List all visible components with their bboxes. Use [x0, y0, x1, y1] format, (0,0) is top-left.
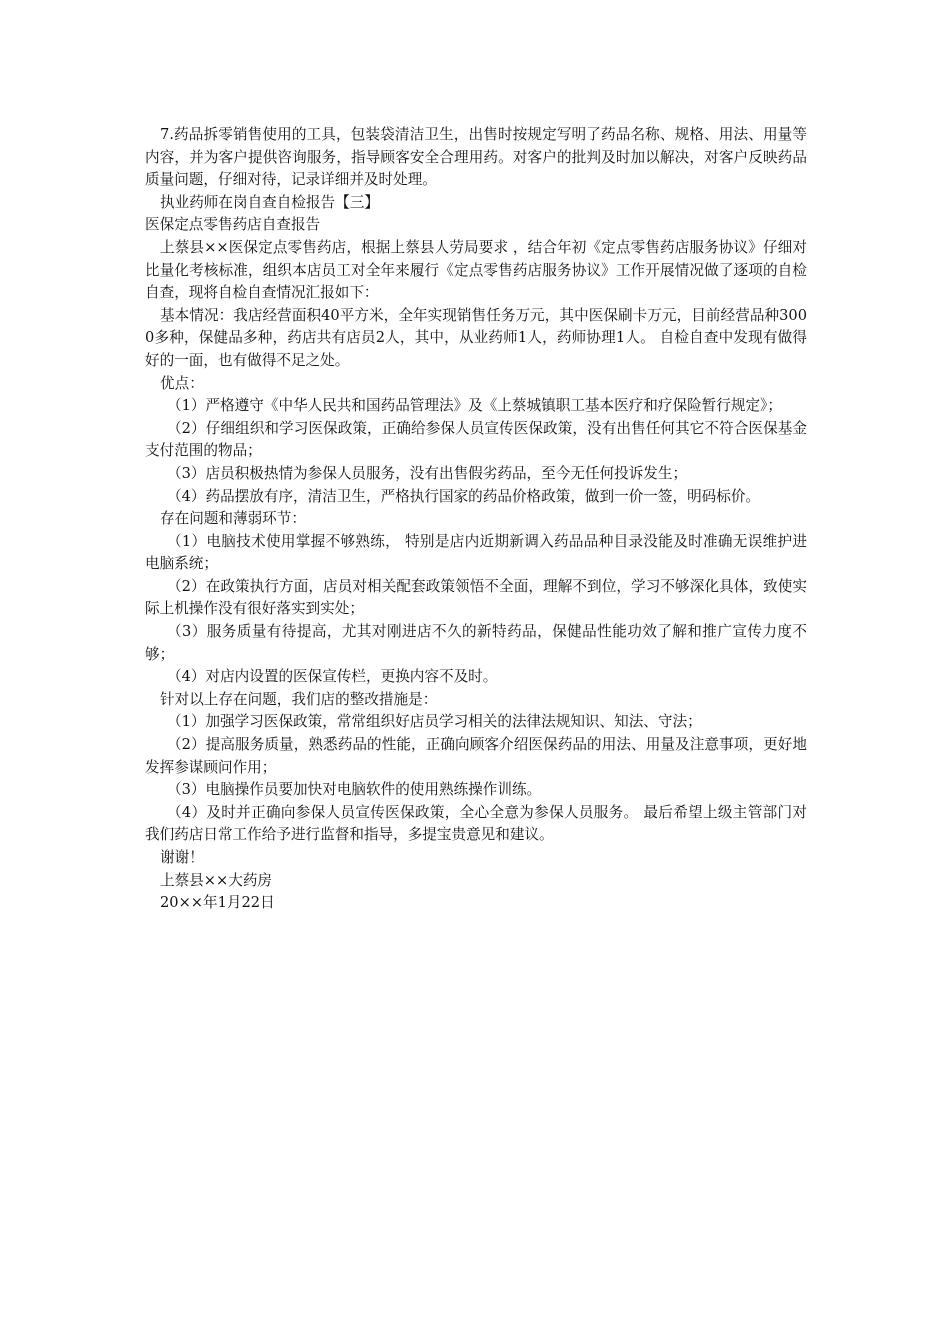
- paragraph-item-7: 7.药品拆零销售使用的工具，包装袋清洁卫生，出售时按规定写明了药品名称、规格、用法、用量等内容，并为客户提供咨询服务，指导顾客安全合理用药。对客户的批判及时加以解决，对客户反映药品质量问题，仔细对待，记录详细并及时处理。: [145, 126, 807, 189]
- measure-item-3: （3）电脑操作员要加快对电脑软件的使用熟练操作训练。: [167, 781, 542, 799]
- problem-item-2: （2）在政策执行方面，店员对相关配套政策领悟不全面，理解不到位，学习不够深化具体，致使实际上机操作没有很好落实到实处；: [145, 577, 807, 618]
- signature-store-name: 上蔡县××大药房: [160, 871, 273, 889]
- problem-item-4: （4）对店内设置的医保宣传栏，更换内容不及时。: [167, 668, 498, 686]
- thanks-line: 谢谢！: [160, 849, 204, 866]
- intro-paragraph: 上蔡县××医保定点零售药店，根据上蔡县人劳局要求 ，结合年初《定点零售药店服务协议》仔细对比量化考核标准，组织本店员工对全年来履行《定点零售药店服务协议》工作开展情况做了逐项的自检自查，现将自检自查情况汇报如下：: [145, 238, 807, 302]
- measures-heading: 针对以上存在问题，我们店的整改措施是：: [160, 690, 438, 708]
- signature-date: 20××年1月22日: [160, 894, 275, 912]
- strength-item-2: （2）仔细组织和学习医保政策，正确给参保人员宣传医保政策，没有出售任何其它不符合医保基金支付范围的物品；: [145, 419, 807, 460]
- strength-item-1: （1）严格遵守《中华人民共和国药品管理法》及《上蔡城镇职工基本医疗和疗保险暂行规定》；: [167, 397, 782, 415]
- measure-item-1: （1）加强学习医保政策，常常组织好店员学习相关的法律法规知识、知法、守法；: [167, 713, 702, 731]
- strengths-heading: 优点：: [160, 374, 204, 392]
- basic-info-paragraph: 基本情况：我店经营面积40平方米，全年实现销售任务万元，其中医保刷卡万元，目前经营品种3000多种，保健品多种，药店共有店员2人，其中，从业药师1人，药师协理1人。 自检自查中发现有做得好的一面，也有做得不足之处。: [145, 306, 807, 369]
- document-page: [145, 124, 807, 915]
- problem-item-3: （3）服务质量有待提高，尤其对刚进店不久的新特药品，保健品性能功效了解和推广宣传力度不够；: [145, 623, 807, 663]
- measure-item-2: （2）提高服务质量，熟悉药品的性能，正确向顾客介绍医保药品的用法、用量及注意事项，更好地发挥参谋顾问作用；: [145, 736, 807, 776]
- strength-item-3: （3）店员积极热情为参保人员服务，没有出售假劣药品，至今无任何投诉发生；: [167, 464, 688, 482]
- report-title: 医保定点零售药店自查报告: [145, 216, 321, 234]
- measure-item-4: （4）及时并正确向参保人员宣传医保政策，全心全意为参保人员服务。 最后希望上级主管部门对我们药店日常工作给予进行监督和指导，多提宝贵意见和建议。: [145, 803, 807, 844]
- section-heading-report-three: 执业药师在岗自查自检报告【三】: [160, 193, 379, 211]
- strength-item-4: （4）药品摆放有序，清洁卫生，严格执行国家的药品价格政策，做到一价一签，明码标价。: [167, 487, 761, 505]
- problem-item-1: （1）电脑技术使用掌握不够熟练， 特别是店内近期新调入药品品种目录没能及时准确无误维护进电脑系统；: [145, 532, 807, 573]
- problems-heading: 存在问题和薄弱环节：: [160, 510, 306, 528]
